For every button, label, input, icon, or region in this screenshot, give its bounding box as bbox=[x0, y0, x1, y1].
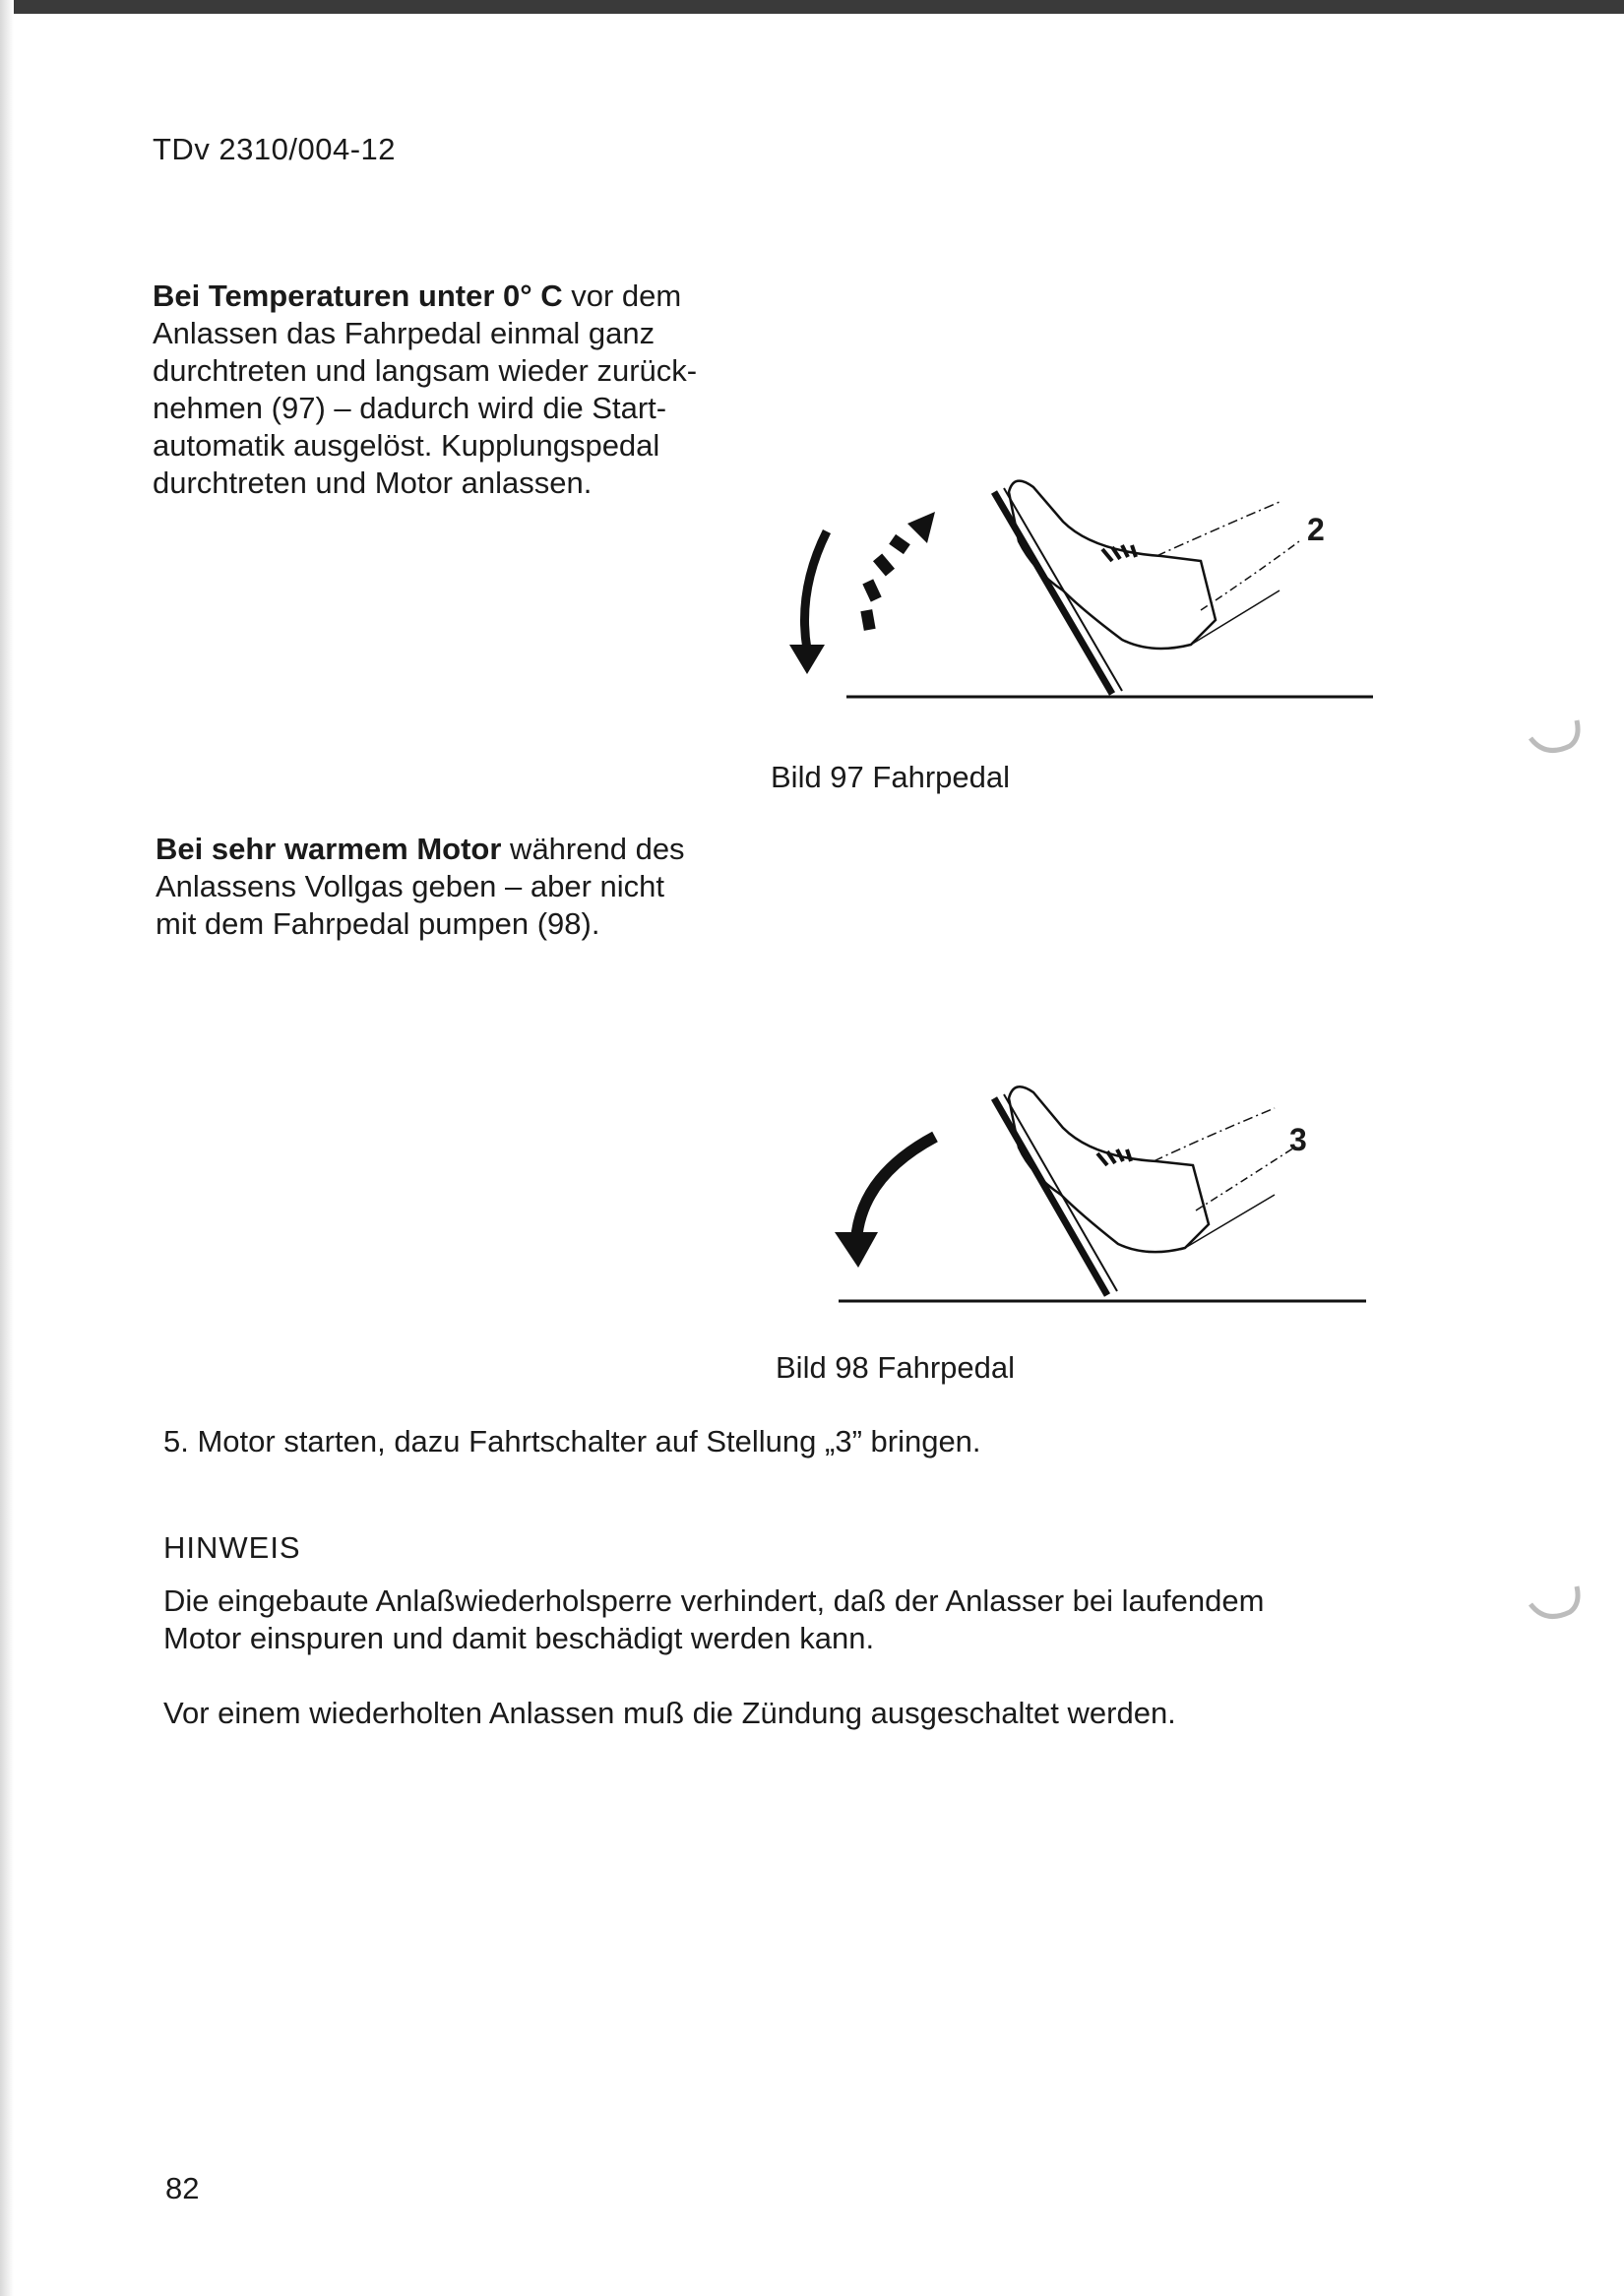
punch-hole-upper bbox=[1526, 709, 1585, 768]
warm-line-1: während des bbox=[501, 832, 685, 866]
figure-98-pedal-illustration bbox=[768, 1063, 1378, 1319]
step-5-instruction: 5. Motor starten, dazu Fahrtschalter auf Stellung „3” bringen. bbox=[163, 1424, 981, 1458]
page-number: 82 bbox=[165, 2171, 200, 2205]
cold-start-lead: Bei Temperaturen unter 0° C bbox=[153, 279, 563, 313]
figure-97-caption: Bild 97 Fahrpedal bbox=[771, 760, 1010, 794]
note-line-2: Motor einspuren und damit beschädigt werden kann. bbox=[163, 1621, 875, 1655]
page-left-edge bbox=[0, 0, 14, 2296]
document-id: TDv 2310/004-12 bbox=[153, 132, 397, 166]
cold-line-1: vor dem bbox=[562, 279, 682, 313]
cold-line-5: automatik ausgelöst. Kupplungspedal bbox=[153, 428, 660, 463]
note-line-1: Die eingebaute Anlaßwiederholsperre verhindert, daß der Anlasser bei laufendem bbox=[163, 1583, 1265, 1618]
pedal-plate bbox=[994, 1098, 1107, 1295]
figure-97-position-label: 2 bbox=[1307, 512, 1325, 547]
note-paragraph-1 bbox=[163, 1582, 1394, 1657]
note-paragraph-2: Vor einem wiederholten Anlassen muß die Zündung ausgeschaltet werden. bbox=[163, 1696, 1176, 1730]
arrow-up-head bbox=[907, 512, 935, 543]
pedal-plate bbox=[994, 492, 1112, 694]
arrow-curve bbox=[856, 1137, 935, 1240]
punch-hole-lower bbox=[1526, 1575, 1585, 1634]
figure-97-pedal-illustration bbox=[768, 463, 1378, 718]
cold-line-2: Anlassen das Fahrpedal einmal ganz bbox=[153, 316, 656, 350]
arrow-down-curve bbox=[805, 531, 828, 650]
paragraph-warm-engine bbox=[156, 831, 746, 943]
note-heading: HINWEIS bbox=[163, 1530, 301, 1565]
arrow-head bbox=[835, 1232, 878, 1268]
pedal-full-throttle-diagram bbox=[768, 1063, 1378, 1319]
warm-engine-lead: Bei sehr warmem Motor bbox=[156, 832, 502, 866]
cold-line-6: durchtreten und Motor anlassen. bbox=[153, 465, 593, 500]
arrow-down-head bbox=[789, 645, 825, 674]
cold-line-4: nehmen (97) – dadurch wird die Start- bbox=[153, 391, 667, 425]
cold-line-3: durchtreten und langsam wieder zurück- bbox=[153, 353, 698, 388]
figure-98-caption: Bild 98 Fahrpedal bbox=[776, 1350, 1015, 1385]
warm-line-3: mit dem Fahrpedal pumpen (98). bbox=[156, 906, 600, 941]
warm-line-2: Anlassens Vollgas geben – aber nicht bbox=[156, 869, 665, 903]
page-top-border bbox=[0, 0, 1624, 14]
figure-98-position-label: 3 bbox=[1289, 1122, 1307, 1157]
pedal-press-release-diagram bbox=[768, 463, 1378, 718]
paragraph-cold-start bbox=[153, 278, 763, 502]
